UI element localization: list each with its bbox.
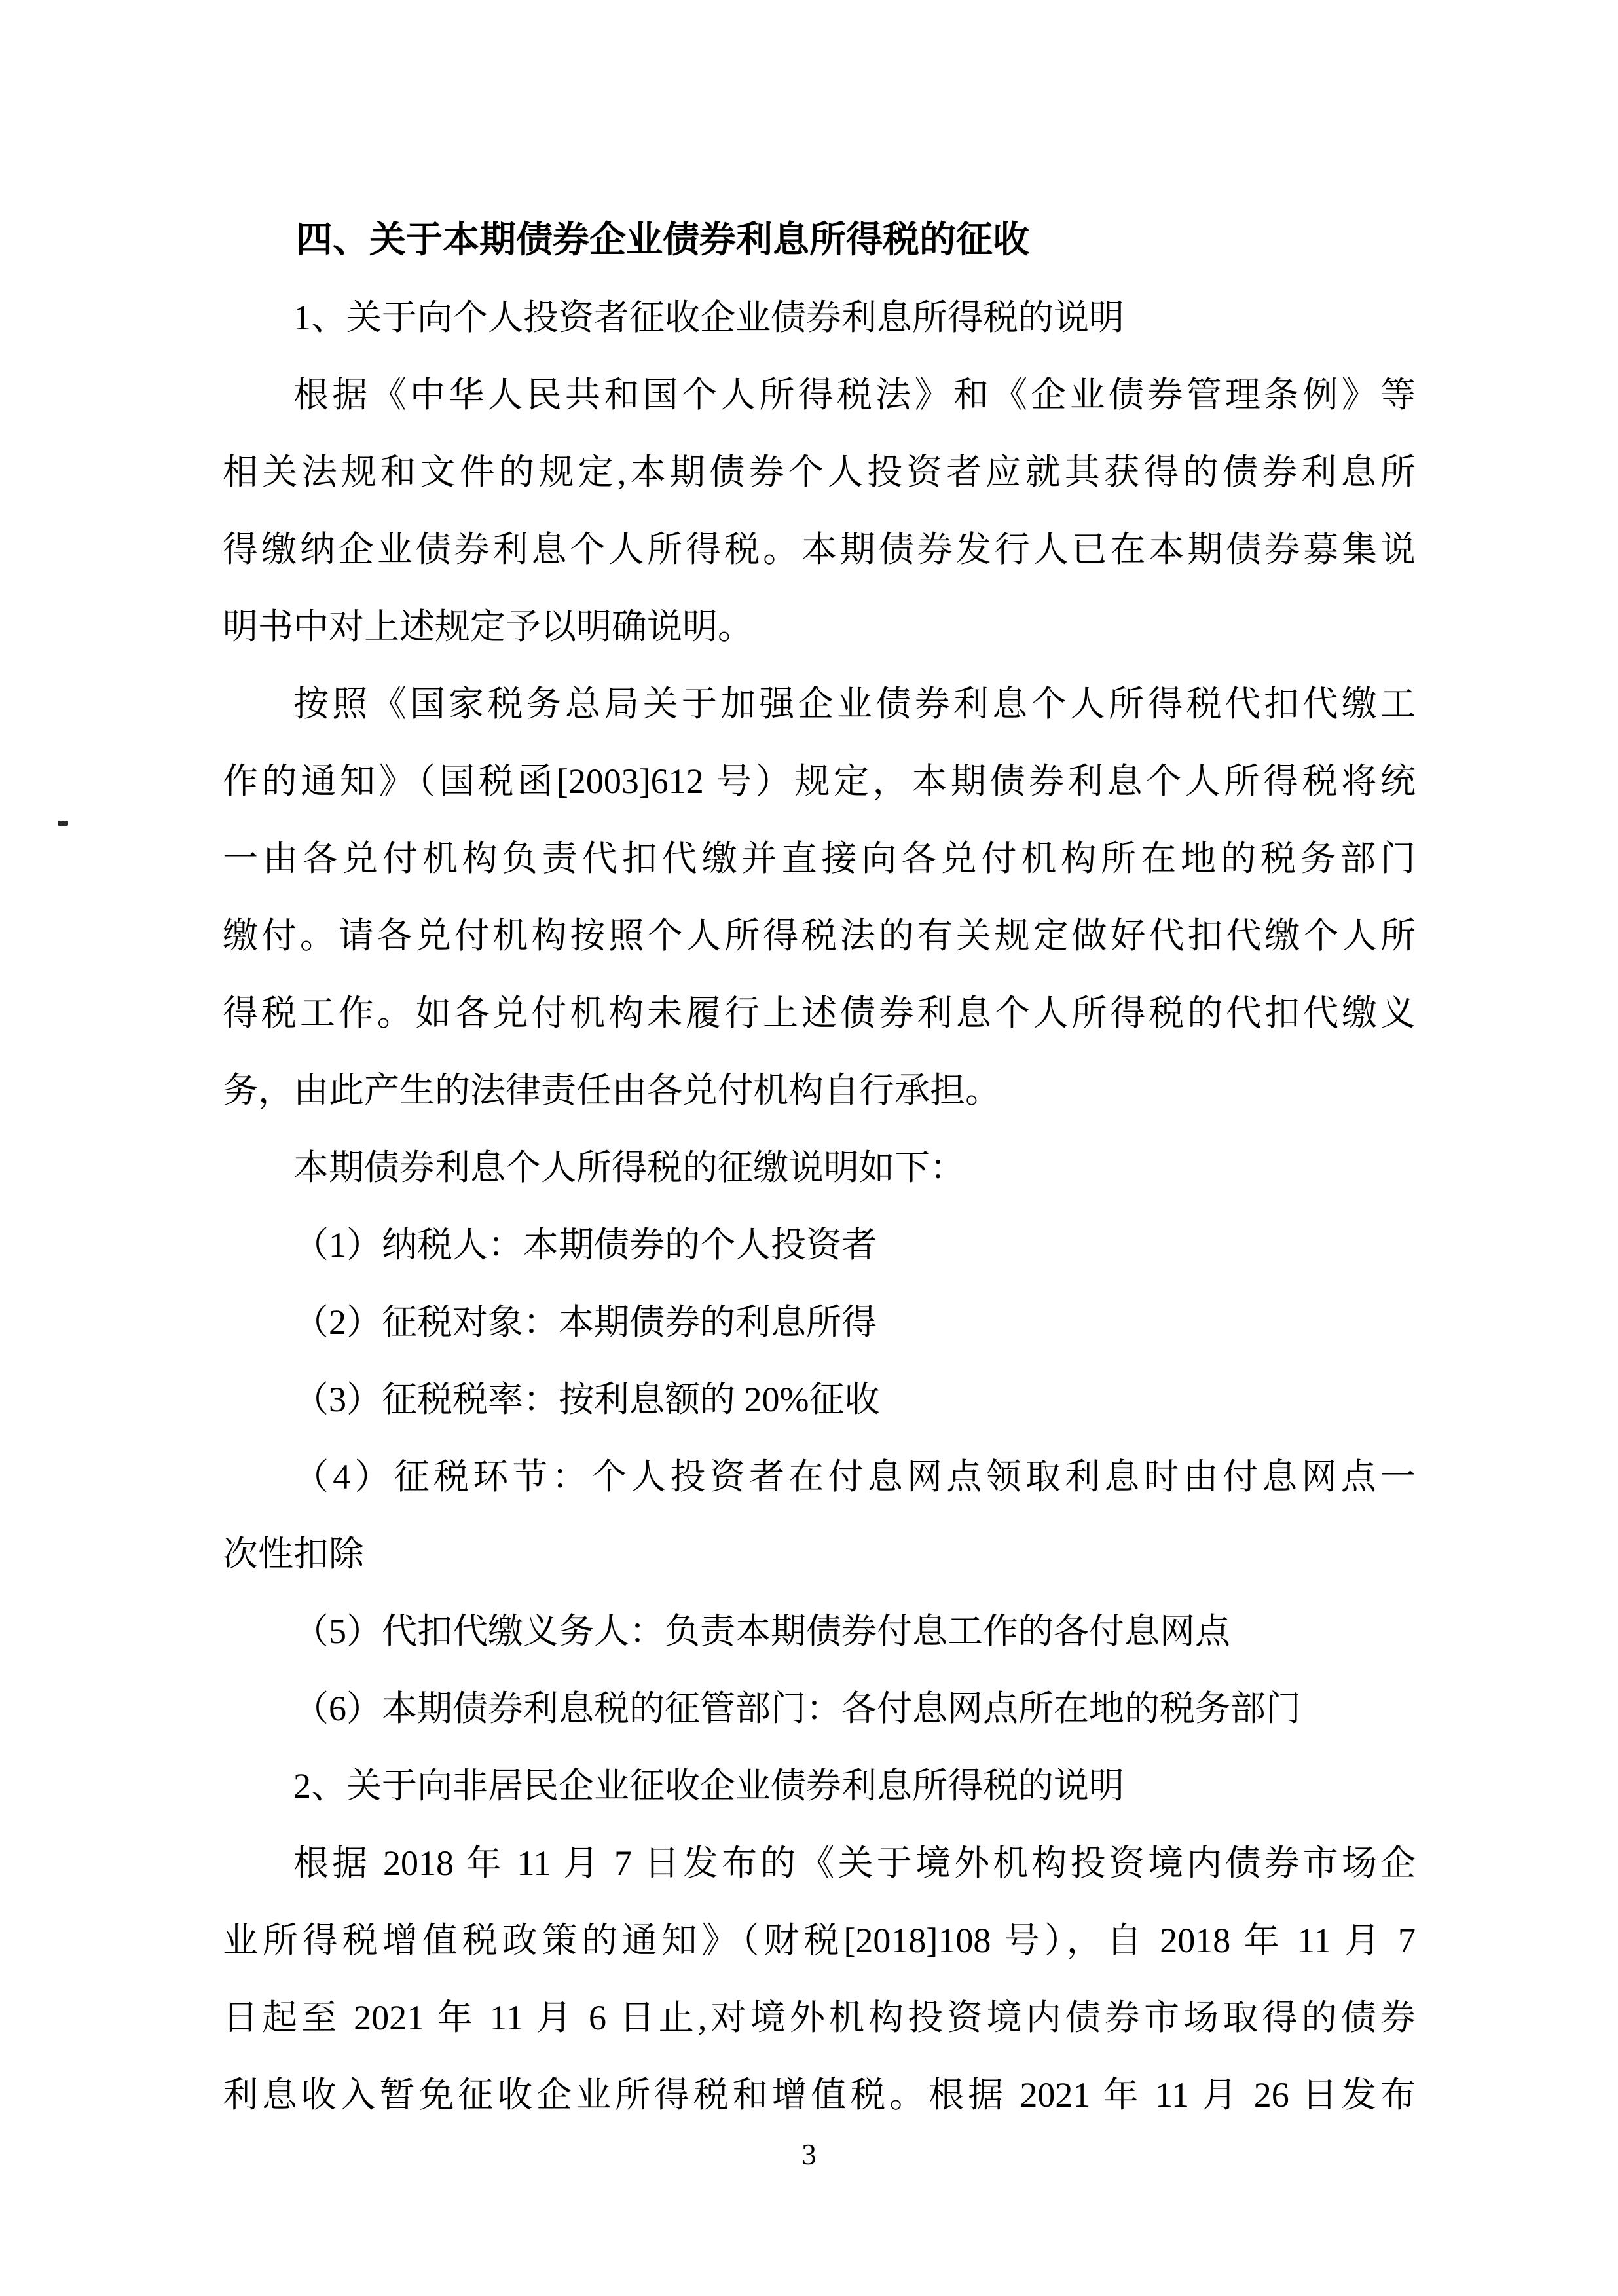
paragraph-line: 作的通知》（国税函[2003]612 号）规定，本期债券利息个人所得税将统 xyxy=(223,762,1416,801)
list-item-1: （1）纳税人：本期债券的个人投资者 xyxy=(293,1225,877,1265)
paragraph-line: 按照《国家税务总局关于加强企业债券利息个人所得税代扣代缴工 xyxy=(293,684,1416,724)
scan-artifact xyxy=(58,821,68,826)
paragraph-line: 得税工作。如各兑付机构未履行上述债券利息个人所得税的代扣代缴义 xyxy=(223,993,1416,1033)
paragraph-line: 日起至 2021 年 11 月 6 日止,对境外机构投资境内债券市场取得的债券 xyxy=(223,1998,1416,2037)
paragraph-line: 得缴纳企业债券利息个人所得税。本期债券发行人已在本期债券募集说 xyxy=(223,530,1416,569)
paragraph-line: 相关法规和文件的规定,本期债券个人投资者应就其获得的债券利息所 xyxy=(223,453,1416,492)
paragraph-line: 利息收入暂免征收企业所得税和增值税。根据 2021 年 11 月 26 日发布 xyxy=(223,2075,1416,2115)
paragraph-line: 明书中对上述规定予以明确说明。 xyxy=(223,607,753,646)
paragraph-line: 业所得税增值税政策的通知》（财税[2018]108 号），自 2018 年 11 月 7 xyxy=(223,1921,1416,1960)
list-intro-line: 本期债券利息个人所得税的征缴说明如下： xyxy=(293,1148,965,1187)
paragraph-line: 务，由此产生的法律责任由各兑付机构自行承担。 xyxy=(223,1071,1001,1110)
list-item-4-continuation: 次性扣除 xyxy=(223,1534,364,1574)
list-item-6: （6）本期债券利息税的征管部门：各付息网点所在地的税务部门 xyxy=(293,1689,1301,1728)
page-number: 3 xyxy=(801,2138,817,2171)
list-item-2: （2）征税对象：本期债券的利息所得 xyxy=(293,1303,877,1342)
list-item-5: （5）代扣代缴义务人：负责本期债券付息工作的各付息网点 xyxy=(293,1612,1230,1651)
paragraph-line: 缴付。请各兑付机构按照个人所得税法的有关规定做好代扣代缴个人所 xyxy=(223,916,1416,955)
section-heading: 四、关于本期债券企业债券利息所得税的征收 xyxy=(296,220,1029,261)
paragraph-line: 根据《中华人民共和国个人所得税法》和《企业债券管理条例》等 xyxy=(293,375,1416,415)
list-item-3: （3）征税税率：按利息额的 20%征收 xyxy=(293,1380,880,1419)
document-body xyxy=(223,202,1416,2134)
list-item-4: （4）征税环节：个人投资者在付息网点领取利息时由付息网点一 xyxy=(293,1457,1416,1496)
paragraph-line: 根据 2018 年 11 月 7 日发布的《关于境外机构投资境内债券市场企 xyxy=(293,1843,1416,1883)
subsection-2-heading: 2、关于向非居民企业征收企业债券利息所得税的说明 xyxy=(293,1766,1124,1805)
subsection-1-heading: 1、关于向个人投资者征收企业债券利息所得税的说明 xyxy=(293,298,1124,337)
paragraph-line: 一由各兑付机构负责代扣代缴并直接向各兑付机构所在地的税务部门 xyxy=(223,839,1416,878)
